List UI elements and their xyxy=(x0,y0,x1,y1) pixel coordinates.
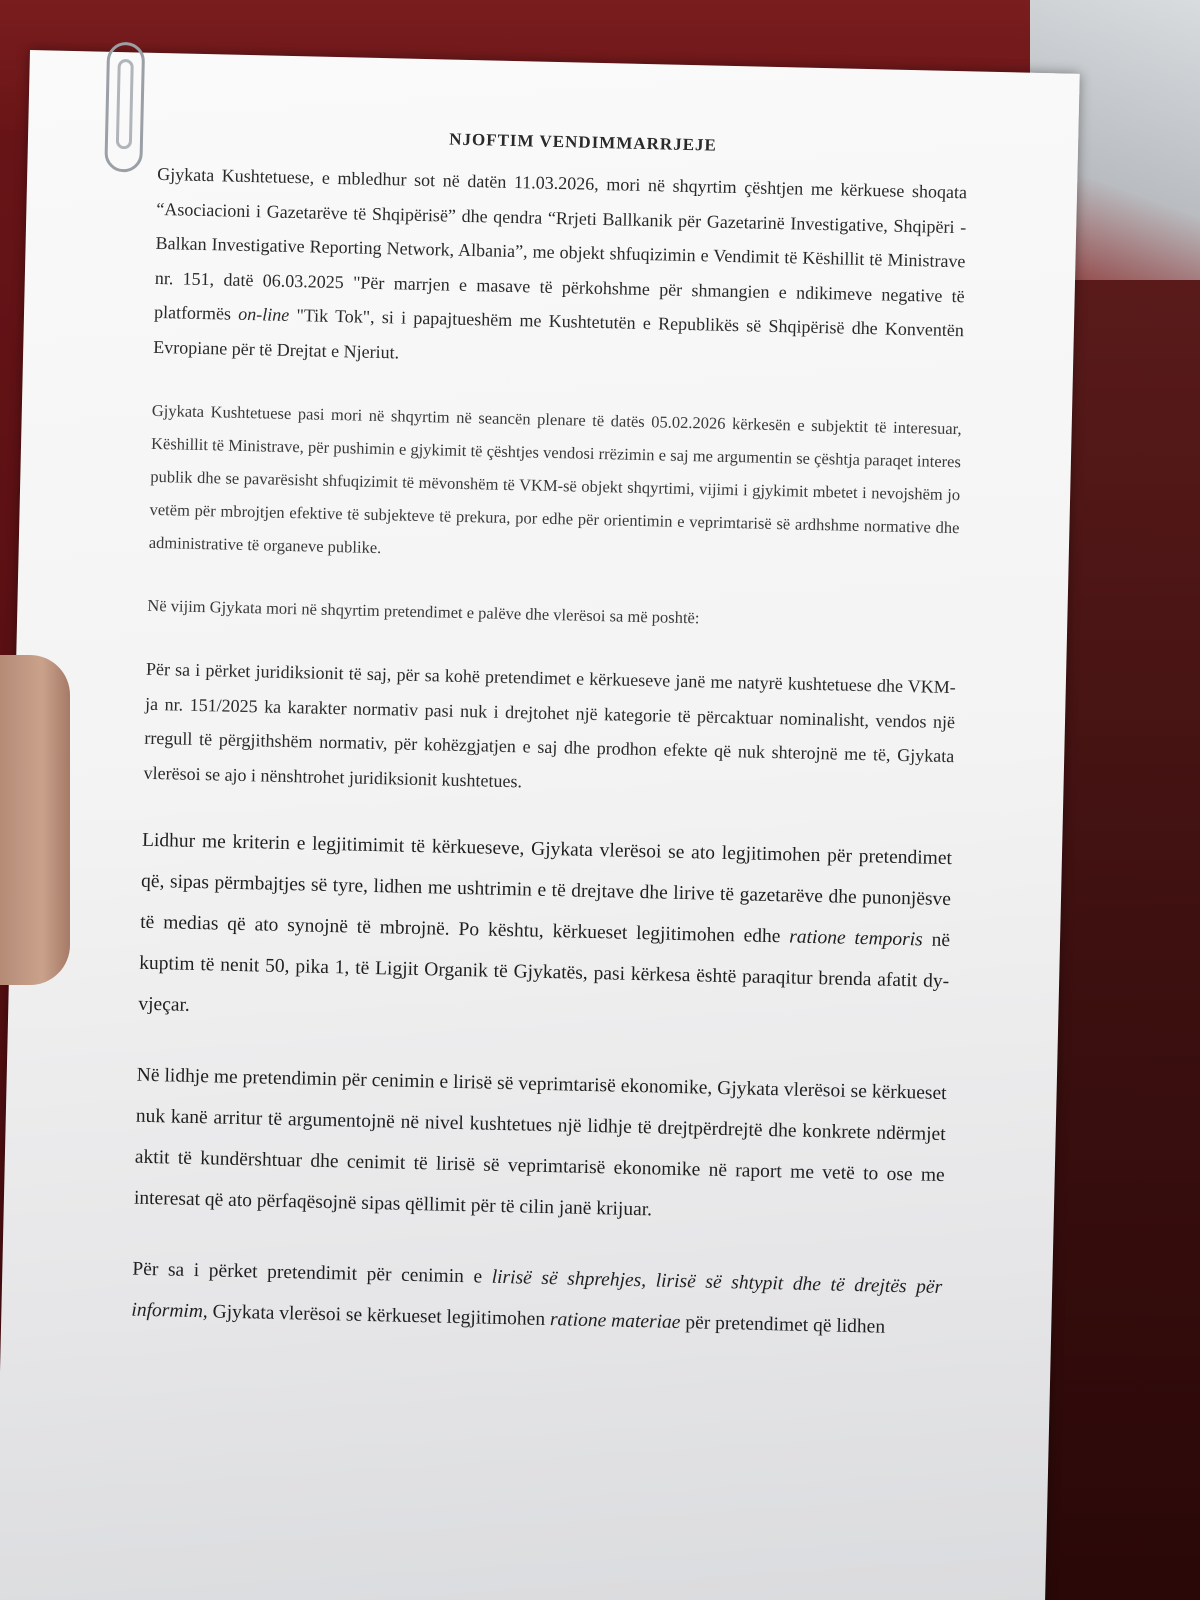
paragraph-6 xyxy=(134,1055,948,1237)
paragraph-5 xyxy=(138,820,952,1043)
text-segment: Në vijim Gjykata mori në shqyrtim pretendimet e palëve dhe vlerësoi sa më poshtë: xyxy=(147,595,700,628)
italic-segment: on-line xyxy=(238,303,290,325)
holding-thumb xyxy=(0,655,70,985)
text-segment: Për sa i përket juridiksionit të saj, për sa kohë pretendimet e kërkueseve janë me natyrë kushtetuese dhe VKM-ja nr. 151/2025 ka karakter normativ pasi nuk i drejtohet një kategorie të përcaktuar nominalisht, vendos një rregull të përgjithshëm normativ, për kohëzgjatjen e saj dhe prodhon efekte që nuk shterojnë me të, Gjykata vlerësoi se ajo i nënshtrohet juridiksionit kushtetues. xyxy=(143,658,957,791)
paperclip-icon xyxy=(104,42,145,173)
document-sheet xyxy=(0,50,1080,1600)
text-segment: Lidhur me kriterin e legjitimimit të kërkueseve, Gjykata vlerësoi se ato legjitimohen për pretendimet që, sipas përmbajtjes së tyre, lidhen me ushtrimin e të drejtave dhe lirive të gazetarëve dhe punonjësve të medias që ato synojnë të mbrojnë. Po kështu, kërkueset legjitimohen edhe xyxy=(140,829,953,948)
text-segment: "Tik Tok", si i papajtueshëm me Kushtetutën e Republikës së Shqipërisë dhe Konventën Evropiane për të Drejtat e Njeriut. xyxy=(153,304,965,362)
paragraph-4 xyxy=(143,652,956,808)
document-body xyxy=(130,123,968,1379)
text-segment: Për sa i përket pretendimit për cenimin e xyxy=(132,1258,492,1288)
text-segment: Gjykata vlerësoi se kërkueset legjitimohen xyxy=(207,1301,551,1331)
text-segment: për pretendimet që lidhen xyxy=(680,1312,886,1338)
paragraph-3 xyxy=(147,589,958,640)
paragraph-2 xyxy=(148,394,962,577)
text-segment: Në lidhje me pretendimin për cenimin e lirisë së veprimtarisë ekonomike, Gjykata vlerësoi se kërkueset nuk kanë arritur të argumentojnë në nivel kushtetues një lidhje të drejtpërdrejtë dhe konkrete ndërmjet aktit të kundërshtuar dhe cenimit të lirisë së veprimtarisë ekonomike në raport me vetë to ose me interesat që ato përfaqësojnë sipas qëllimit për të cilin janë krijuar. xyxy=(133,1064,947,1221)
paragraph-7 xyxy=(131,1249,943,1349)
paragraph-1 xyxy=(153,157,967,382)
italic-segment: lirisë së shprehjes, lirisë së shtypit dhe të drejtës për informim, xyxy=(131,1266,943,1323)
italic-segment: ratione materiae xyxy=(549,1309,681,1334)
italic-segment: ratione temporis xyxy=(789,926,923,951)
text-segment: Gjykata Kushtetuese pasi mori në shqyrtim në seancën plenare të datës 05.02.2026 kërkesën e subjektit të interesuar, Këshillit të Ministrave, për pushimin e gjykimit të çështjes vendosi rrëzimin e saj me argumentin se çështja paraqet interes publik dhe se pavarësisht shfuqizimit të mëvonshëm të VKM-së objekt shqyrtimi, vijimi i gjykimit mbetet i nevojshëm jo vetëm për mbrojtjen efektive të subjekteve të prekura, por edhe për orientimin e veprimtarisë së ardhshme normative dhe administrative të organeve publike. xyxy=(148,400,962,558)
text-segment: në kuptim të nenit 50, pika 1, të Ligjit Organik të Gjykatës, pasi kërkesa është paraqitur brenda afatit dy-vjeçar. xyxy=(138,929,951,1016)
text-segment: Gjykata Kushtetuese, e mbledhur sot në datën 11.03.2026, mori në shqyrtim çështjen me kërkuese shoqata “Asociacioni i Gazetarëve të Shqipërisë” dhe qendra “Rrjeti Ballkanik për Gazetarinë Investigative, Shqipëri - Balkan Investigative Reporting Network, Albania”, me objekt shfuqizimin e Vendimit të Këshillit të Ministrave nr. 151, datë 06.03.2025 "Për marrjen e masave të përkohshme për shmangien e ndikimeve negative të platformës xyxy=(153,163,968,324)
document-title: NJOFTIM VENDIMMARRJEJE xyxy=(449,129,718,155)
